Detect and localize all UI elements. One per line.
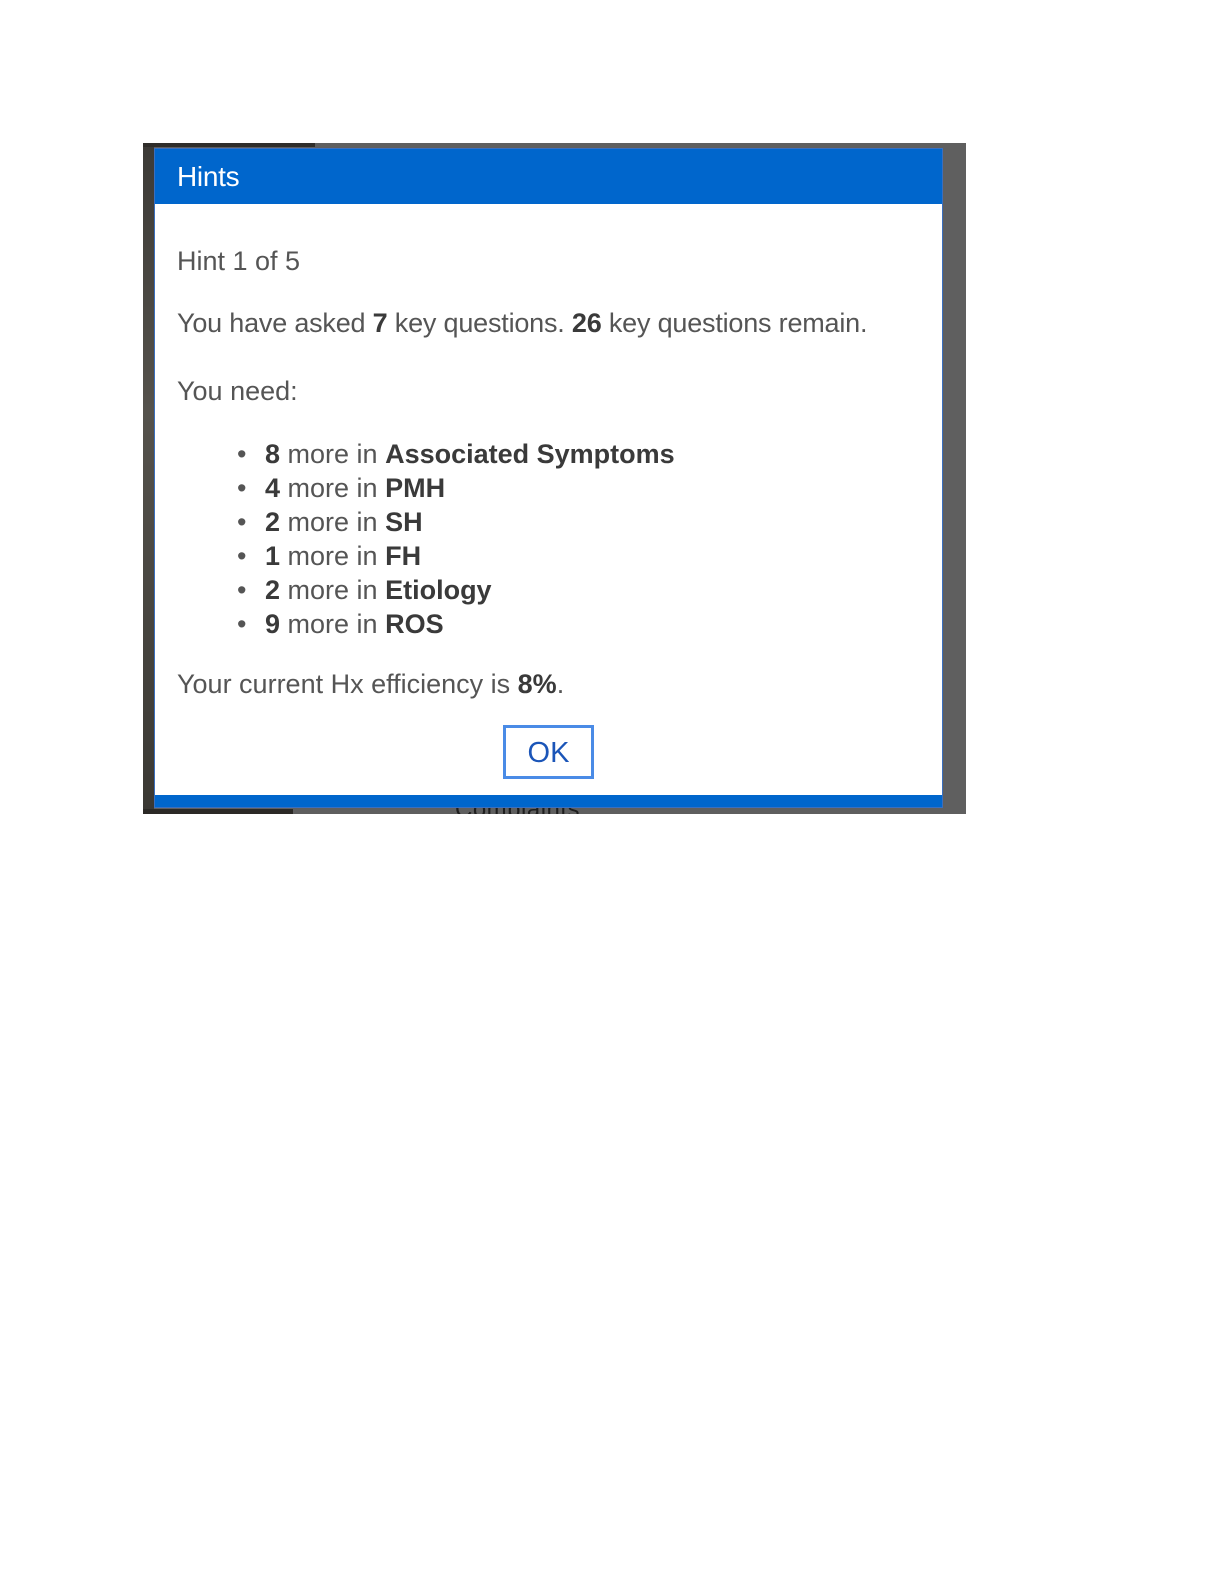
- questions-summary: [177, 307, 920, 339]
- dialog-footer-bar: [155, 795, 942, 807]
- bullet-icon: •: [237, 439, 247, 469]
- need-connector: more in: [280, 439, 386, 469]
- summary-prefix: You have asked: [177, 308, 373, 338]
- need-category: Etiology: [385, 575, 492, 605]
- need-category: PMH: [385, 473, 446, 503]
- efficiency-suffix: .: [556, 669, 565, 699]
- need-category: ROS: [385, 609, 444, 639]
- need-item-associated-symptoms: [237, 437, 920, 471]
- need-connector: more in: [280, 541, 386, 571]
- need-count: 2: [265, 507, 281, 537]
- hint-counter: Hint 1 of 5: [177, 246, 301, 276]
- need-category: Associated Symptoms: [385, 439, 675, 469]
- need-count: 9: [265, 609, 281, 639]
- need-category: FH: [385, 541, 422, 571]
- ok-row: [177, 725, 920, 779]
- need-item-pmh: [237, 471, 920, 505]
- need-connector: more in: [280, 507, 386, 537]
- dialog-body: [155, 245, 942, 779]
- need-count: 8: [265, 439, 281, 469]
- need-count: 1: [265, 541, 281, 571]
- need-item-etiology: [237, 573, 920, 607]
- background-image-top-edge: [143, 143, 315, 147]
- need-label: You need:: [177, 376, 298, 406]
- needs-list: [237, 437, 920, 641]
- efficiency-value: 8%: [517, 669, 557, 699]
- background-image-bottom-edge: [143, 809, 293, 814]
- app-screenshot: [143, 143, 966, 814]
- dialog-title: Hints: [155, 149, 942, 204]
- bullet-icon: •: [237, 609, 247, 639]
- need-connector: more in: [280, 575, 386, 605]
- need-connector: more in: [280, 609, 386, 639]
- remaining-count: 26: [571, 308, 602, 338]
- need-count: 2: [265, 575, 281, 605]
- need-count: 4: [265, 473, 281, 503]
- asked-count: 7: [372, 308, 388, 338]
- need-category: SH: [385, 507, 423, 537]
- summary-suffix: key questions remain.: [601, 308, 868, 338]
- background-image-edge: [143, 143, 154, 814]
- need-item-ros: [237, 607, 920, 641]
- summary-middle: key questions.: [387, 308, 572, 338]
- need-item-fh: [237, 539, 920, 573]
- need-connector: more in: [280, 473, 386, 503]
- ok-button[interactable]: OK: [503, 725, 594, 779]
- bullet-icon: •: [237, 473, 247, 503]
- efficiency-prefix: Your current Hx efficiency is: [177, 669, 518, 699]
- hints-dialog: [154, 148, 943, 808]
- efficiency-text: [177, 668, 920, 700]
- bullet-icon: •: [237, 575, 247, 605]
- need-item-sh: [237, 505, 920, 539]
- bullet-icon: •: [237, 541, 247, 571]
- bullet-icon: •: [237, 507, 247, 537]
